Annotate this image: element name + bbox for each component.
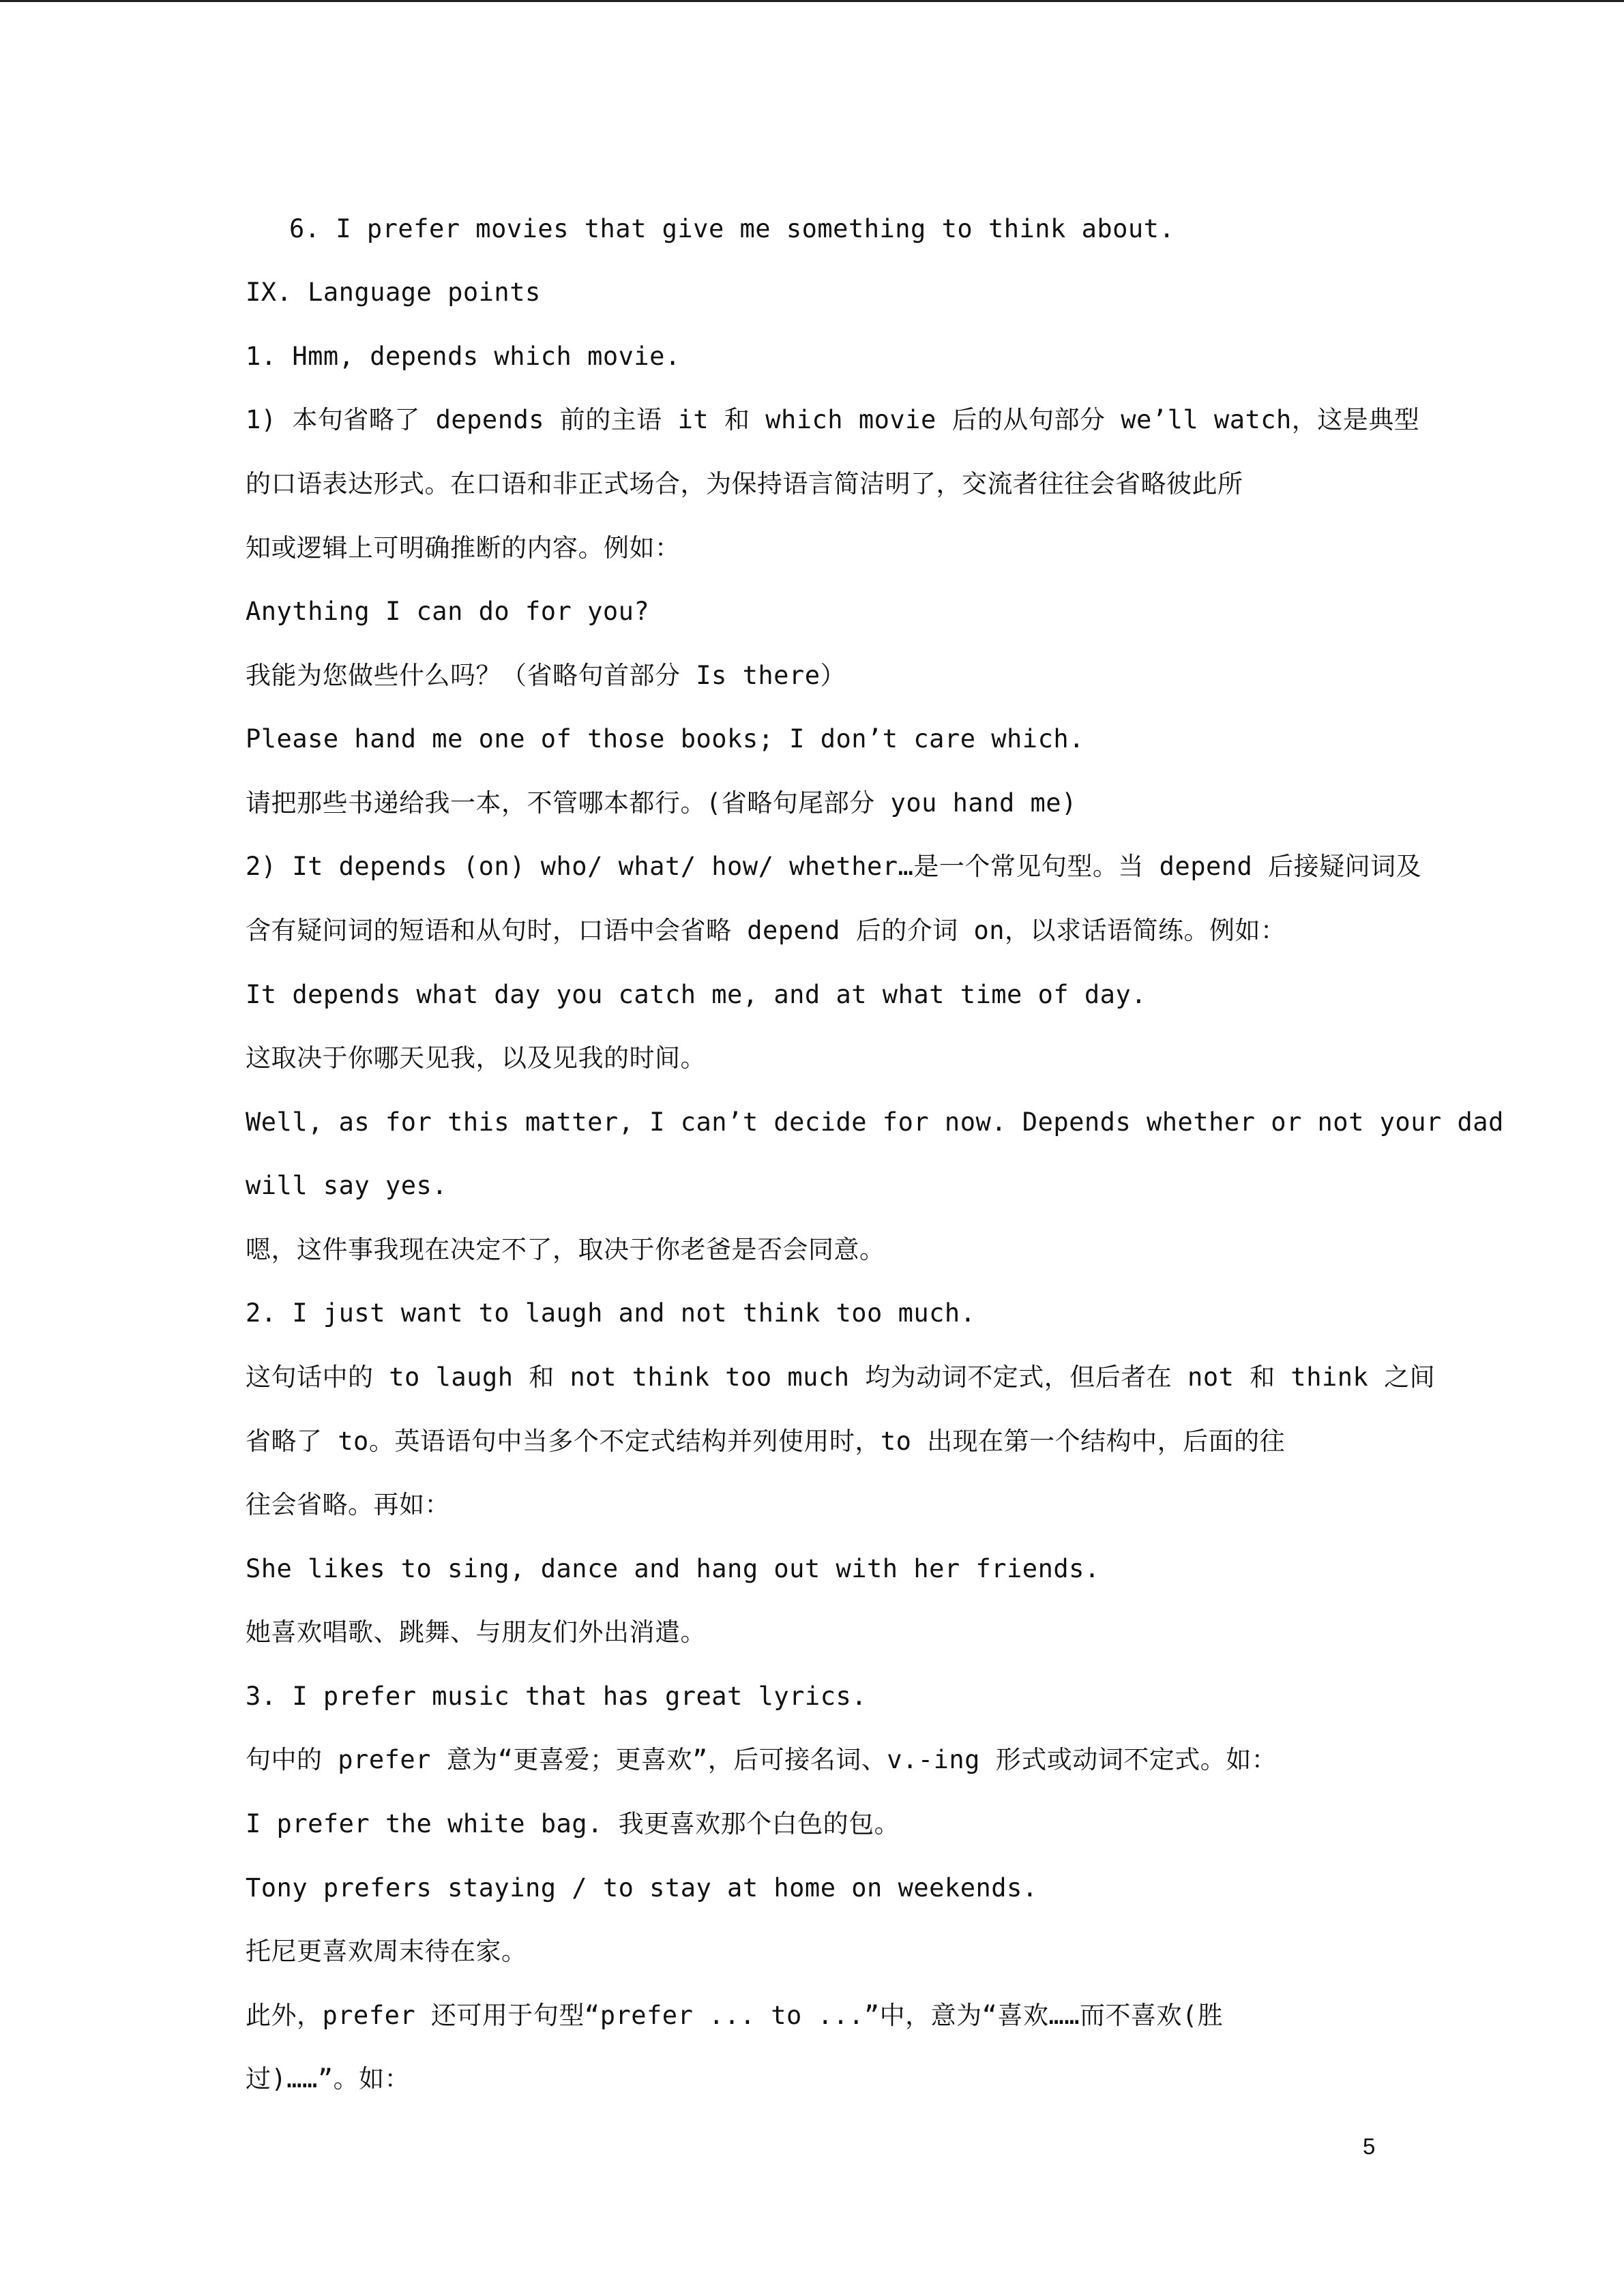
paragraph-line: 1) 本句省略了 depends 前的主语 it 和 which movie 后的从句部分 we’ll watch，这是典型 (246, 405, 1420, 434)
example-chinese: 托尼更喜欢周末待在家。 (246, 1937, 527, 1966)
example-english: She likes to sing, dance and hang out with her friends. (246, 1554, 1100, 1583)
example-english: It depends what day you catch me, and at what time of day. (246, 980, 1147, 1009)
paragraph-line: 过)……”。如： (246, 2064, 411, 2093)
paragraph-line: 含有疑问词的短语和从句时，口语中会省略 depend 后的介词 on，以求话语简练。例如： (246, 916, 1286, 945)
top-border-line (0, 0, 1624, 2)
paragraph-line: 省略了 to。英语语句中当多个不定式结构并列使用时，to 出现在第一个结构中，后面的往 (246, 1427, 1286, 1456)
section-heading: IX. Language points (246, 278, 541, 307)
point-2-title: 2. I just want to laugh and not think too much. (246, 1298, 976, 1328)
paragraph-line: 往会省略。再如： (246, 1490, 450, 1519)
example-chinese: 这取决于你哪天见我，以及见我的时间。 (246, 1043, 706, 1073)
example-english: Please hand me one of those books; I don’t care which. (246, 724, 1084, 754)
example-english: I prefer the white bag. 我更喜欢那个白色的包。 (246, 1809, 900, 1838)
example-english: Anything I can do for you? (246, 597, 650, 626)
paragraph-line: 的口语表达形式。在口语和非正式场合，为保持语言简洁明了，交流者往往会省略彼此所 (246, 469, 1243, 498)
example-english: will say yes. (246, 1171, 448, 1200)
example-english: Tony prefers staying / to stay at home on weekends. (246, 1873, 1038, 1903)
example-sentence-6: 6. I prefer movies that give me something to think about. (289, 214, 1175, 243)
example-chinese: 她喜欢唱歌、跳舞、与朋友们外出消遣。 (246, 1617, 706, 1647)
example-chinese: 请把那些书递给我一本，不管哪本都行。(省略句尾部分 you hand me) (246, 788, 1077, 818)
point-3-title: 3. I prefer music that has great lyrics. (246, 1682, 868, 1711)
point-1-title: 1. Hmm, depends which movie. (246, 342, 681, 371)
paragraph-line: 知或逻辑上可明确推断的内容。例如： (246, 533, 681, 563)
paragraph-line: 这句话中的 to laugh 和 not think too much 均为动词不定式，但后者在 not 和 think 之间 (246, 1362, 1436, 1392)
page-number: 5 (1363, 2134, 1376, 2159)
paragraph-line: 2) It depends (on) who/ what/ how/ whether…是一个常见句型。当 depend 后接疑问词及 (246, 852, 1422, 881)
paragraph-line: 句中的 prefer 意为“更喜爱；更喜欢”，后可接名词、v.-ing 形式或动词不定式。如： (246, 1745, 1278, 1774)
example-chinese: 嗯，这件事我现在决定不了，取决于你老爸是否会同意。 (246, 1235, 885, 1264)
example-english: Well, as for this matter, I can’t decide for now. Depends whether or not your dad (246, 1107, 1504, 1137)
paragraph-line: 此外，prefer 还可用于句型“prefer ... to ...”中，意为“喜欢……而不喜欢(胜 (246, 2001, 1224, 2030)
example-chinese: 我能为您做些什么吗？（省略句首部分 Is there） (246, 661, 846, 690)
